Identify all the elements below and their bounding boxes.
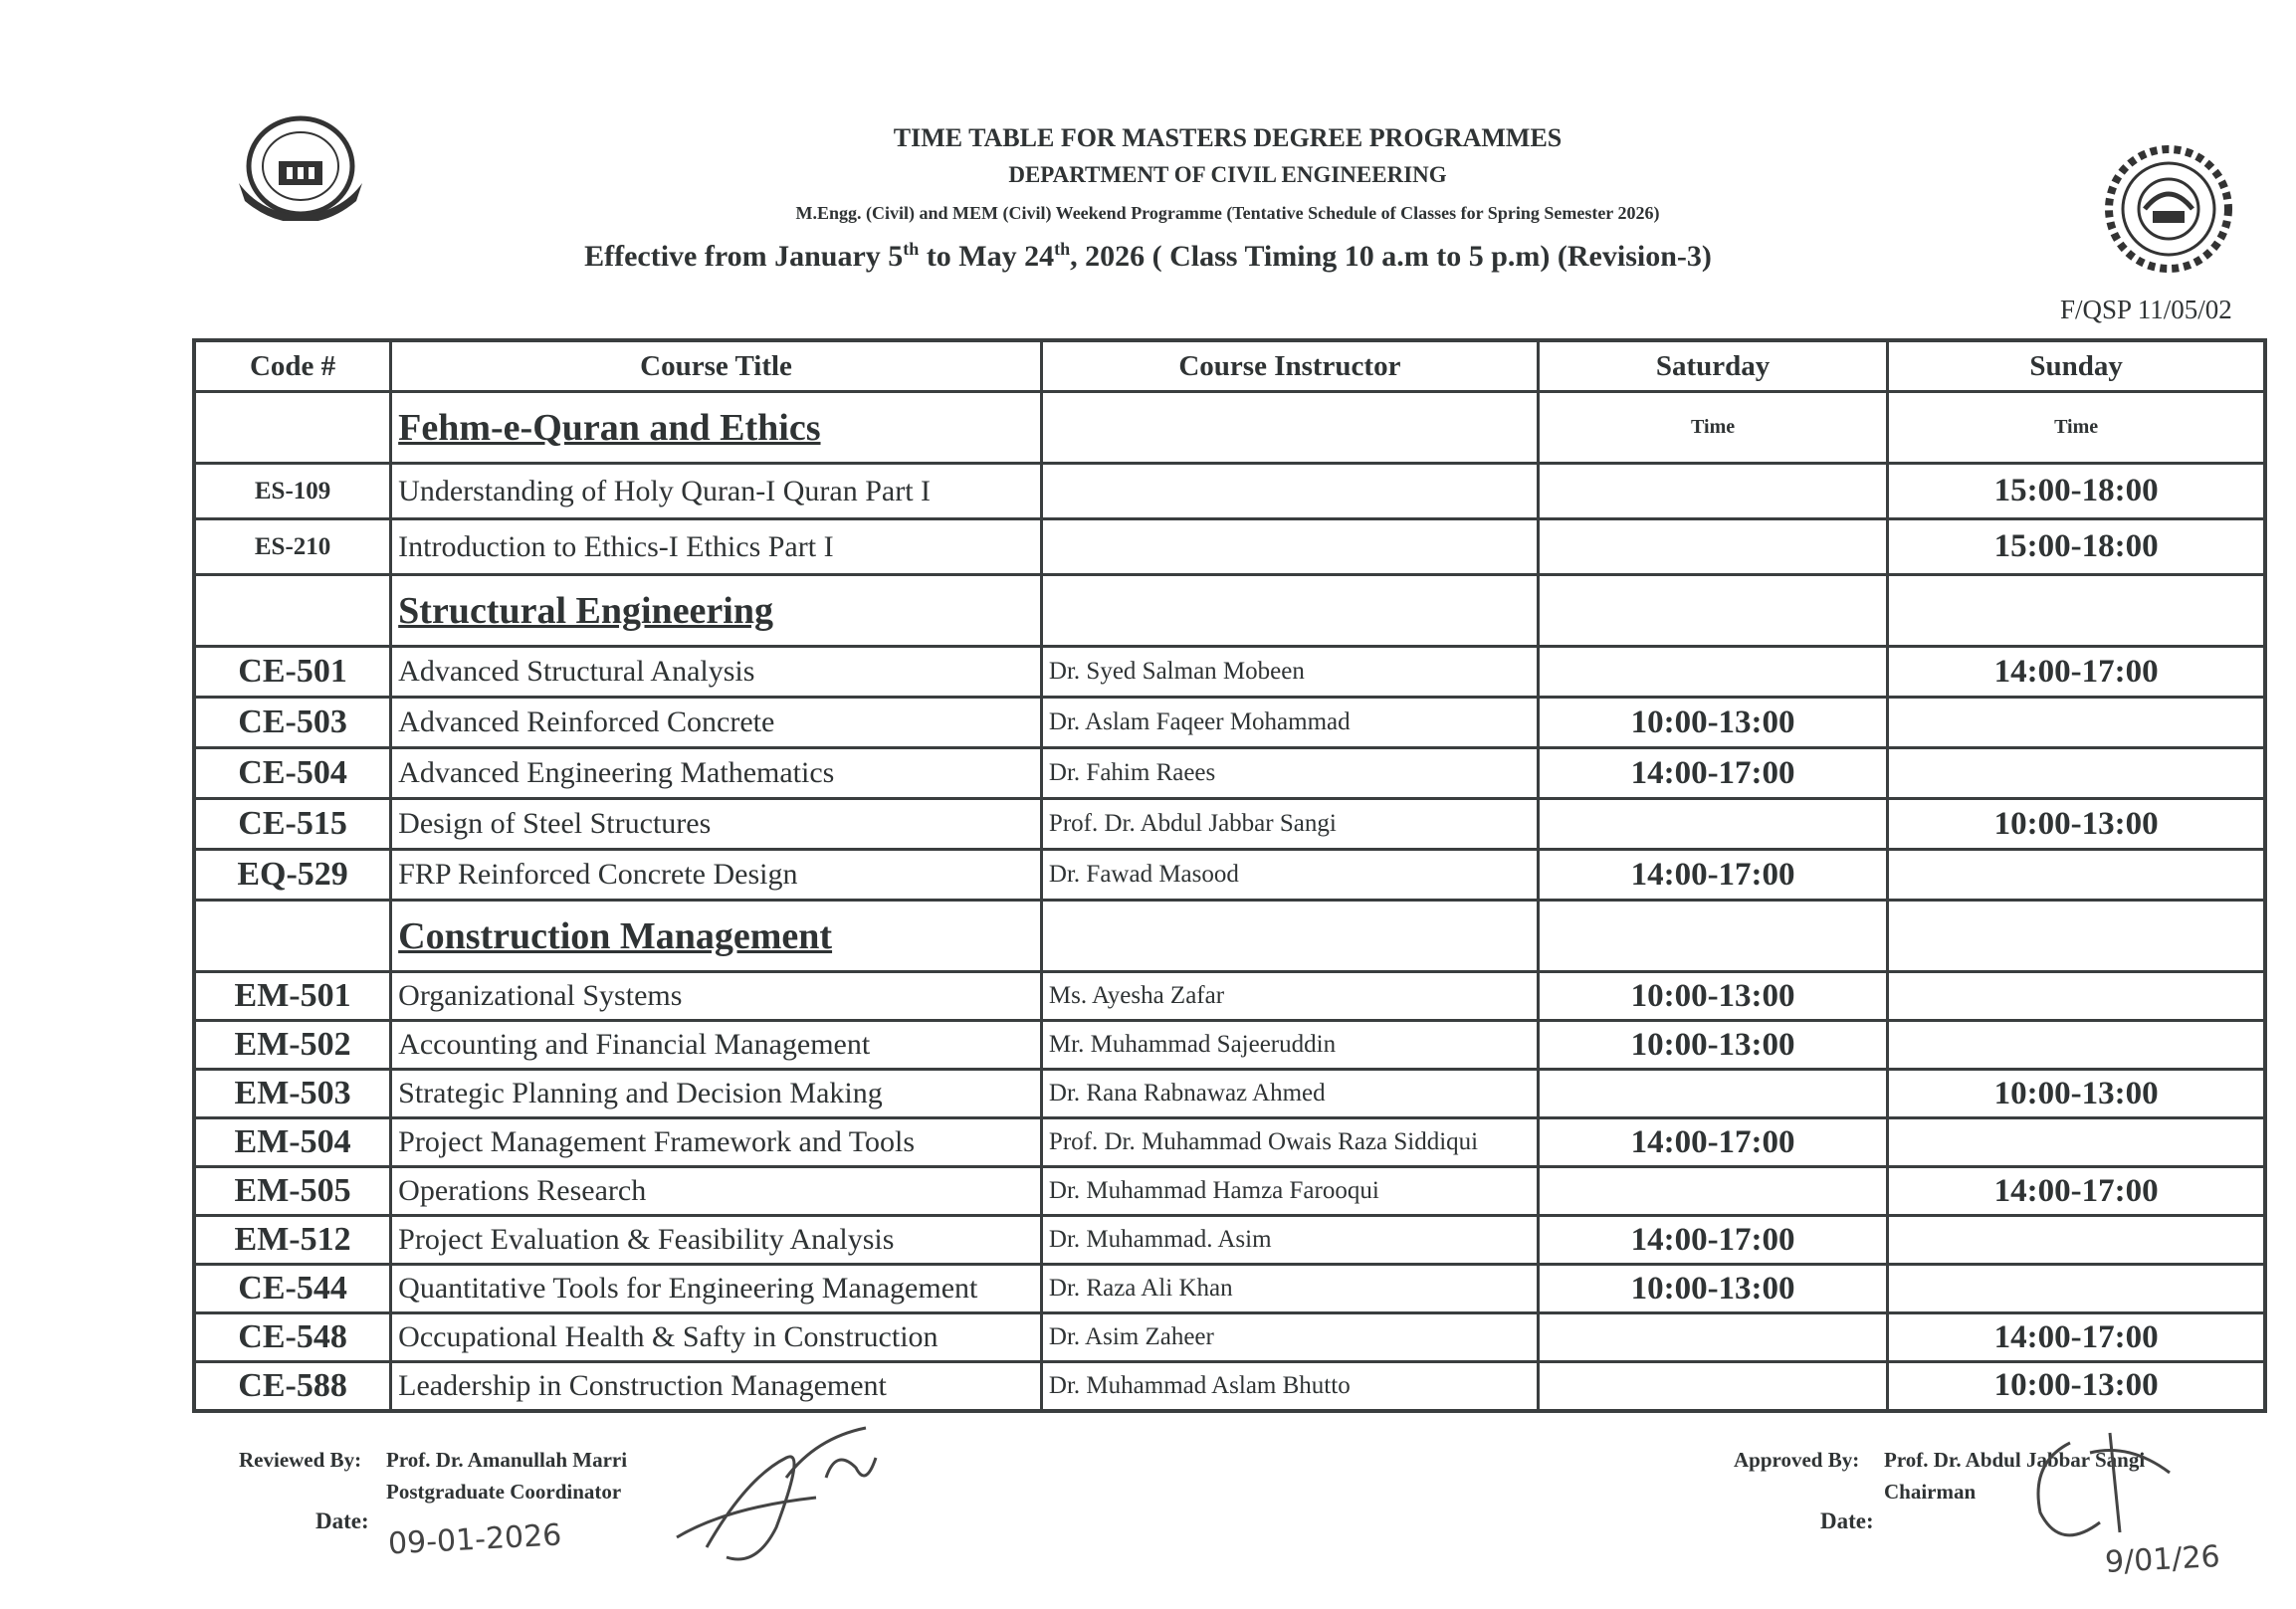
saturday-time: 10:00-13:00: [1538, 698, 1887, 748]
sunday-time: 15:00-18:00: [1888, 464, 2265, 519]
table-row: [194, 1167, 2265, 1216]
saturday-time: [1538, 799, 1887, 850]
course-code: EM-502: [194, 1021, 391, 1070]
course-code: CE-544: [194, 1265, 391, 1313]
sunday-time: [1888, 748, 2265, 799]
sunday-time: 14:00-17:00: [1888, 647, 2265, 698]
course-title: Project Evaluation & Feasibility Analysis: [391, 1216, 1042, 1265]
course-instructor: Ms. Ayesha Zafar: [1041, 972, 1538, 1021]
sunday-time: 10:00-13:00: [1888, 1362, 2265, 1411]
saturday-time: 14:00-17:00: [1538, 1118, 1887, 1167]
course-instructor: Dr. Syed Salman Mobeen: [1041, 647, 1538, 698]
course-code: CE-588: [194, 1362, 391, 1411]
course-code: ES-210: [194, 519, 391, 575]
time-label: Time: [1888, 392, 2265, 464]
table-row: [194, 850, 2265, 901]
course-instructor: Dr. Muhammad Hamza Farooqui: [1041, 1167, 1538, 1216]
approver-signature: [2010, 1413, 2209, 1552]
table-row: [194, 972, 2265, 1021]
saturday-time: [1538, 647, 1887, 698]
course-code: EM-512: [194, 1216, 391, 1265]
table-row: [194, 698, 2265, 748]
course-instructor: Prof. Dr. Abdul Jabbar Sangi: [1041, 799, 1538, 850]
department-name: DEPARTMENT OF CIVIL ENGINEERING: [1008, 162, 1447, 187]
table-row: [194, 1265, 2265, 1313]
form-code: F/QSP 11/05/02: [2060, 295, 2232, 324]
course-code: EM-505: [194, 1167, 391, 1216]
course-title: Project Management Framework and Tools: [391, 1118, 1042, 1167]
course-code: EQ-529: [194, 850, 391, 901]
course-instructor: [1041, 464, 1538, 519]
course-title: Occupational Health & Safty in Construction: [391, 1313, 1042, 1362]
sunday-time: 14:00-17:00: [1888, 1313, 2265, 1362]
saturday-time: [1538, 464, 1887, 519]
saturday-time: [1538, 1362, 1887, 1411]
course-title: Understanding of Holy Quran-I Quran Part I: [391, 464, 1042, 519]
course-code: CE-503: [194, 698, 391, 748]
programme-subtitle: M.Engg. (Civil) and MEM (Civil) Weekend Programme (Tentative Schedule of Classes for Spring Semester 2026): [795, 203, 1660, 223]
course-title: Advanced Engineering Mathematics: [391, 748, 1042, 799]
saturday-time: 14:00-17:00: [1538, 1216, 1887, 1265]
course-code: CE-501: [194, 647, 391, 698]
course-title: Quantitative Tools for Engineering Management: [391, 1265, 1042, 1313]
course-title: Operations Research: [391, 1167, 1042, 1216]
course-instructor: Mr. Muhammad Sajeeruddin: [1041, 1021, 1538, 1070]
saturday-time: [1538, 519, 1887, 575]
sunday-time: 10:00-13:00: [1888, 799, 2265, 850]
course-title: Accounting and Financial Management: [391, 1021, 1042, 1070]
table-row: [194, 1070, 2265, 1118]
course-title: Strategic Planning and Decision Making: [391, 1070, 1042, 1118]
col-header-saturday: Saturday: [1538, 340, 1887, 392]
course-instructor: Dr. Rana Rabnawaz Ahmed: [1041, 1070, 1538, 1118]
sunday-time: [1888, 1265, 2265, 1313]
time-label: Time: [1538, 392, 1887, 464]
reviewed-by-label: Reviewed By:: [239, 1448, 362, 1472]
course-instructor: Dr. Muhammad Aslam Bhutto: [1041, 1362, 1538, 1411]
table-row: [194, 1021, 2265, 1070]
course-instructor: Dr. Fawad Masood: [1041, 850, 1538, 901]
approved-date: 9/01/26: [2104, 1538, 2221, 1581]
section-title: Construction Management: [398, 914, 833, 957]
course-code: EM-501: [194, 972, 391, 1021]
approver-name: Prof. Dr. Abdul Jabbar Sangi: [1884, 1448, 2146, 1472]
effective-dates: Effective from January 5th to May 24th, 2026 ( Class Timing 10 a.m to 5 p.m) (Revision-3): [584, 239, 1712, 273]
timetable: [192, 338, 2267, 1413]
course-instructor: Dr. Fahim Raees: [1041, 748, 1538, 799]
sunday-time: [1888, 850, 2265, 901]
section-row: [194, 392, 2265, 464]
sunday-time: 10:00-13:00: [1888, 1070, 2265, 1118]
reviewer-role: Postgraduate Coordinator: [386, 1480, 622, 1504]
approved-date-label: Date:: [1820, 1508, 1874, 1533]
course-instructor: Dr. Raza Ali Khan: [1041, 1265, 1538, 1313]
course-title: Advanced Reinforced Concrete: [391, 698, 1042, 748]
course-title: Introduction to Ethics-I Ethics Part I: [391, 519, 1042, 575]
saturday-time: [1538, 1313, 1887, 1362]
approved-by-label: Approved By:: [1734, 1448, 1860, 1472]
sunday-time: [1888, 1216, 2265, 1265]
saturday-time: [1538, 1070, 1887, 1118]
sunday-time: [1888, 1021, 2265, 1070]
course-instructor: Dr. Asim Zaheer: [1041, 1313, 1538, 1362]
table-row: [194, 464, 2265, 519]
saturday-time: 10:00-13:00: [1538, 1021, 1887, 1070]
course-code: CE-515: [194, 799, 391, 850]
section-row: [194, 575, 2265, 647]
saturday-time: 10:00-13:00: [1538, 972, 1887, 1021]
table-row: [194, 1118, 2265, 1167]
course-instructor: Dr. Muhammad. Asim: [1041, 1216, 1538, 1265]
approver-role: Chairman: [1884, 1480, 1977, 1504]
course-title: Leadership in Construction Management: [391, 1362, 1042, 1411]
timetable-title: TIME TABLE FOR MASTERS DEGREE PROGRAMMES: [893, 123, 1563, 152]
table-row: [194, 748, 2265, 799]
table-row: [194, 799, 2265, 850]
col-header-code: Code #: [194, 340, 391, 392]
table-row: [194, 519, 2265, 575]
course-instructor: Dr. Aslam Faqeer Mohammad: [1041, 698, 1538, 748]
course-instructor: Prof. Dr. Muhammad Owais Raza Siddiqui: [1041, 1118, 1538, 1167]
table-row: [194, 1216, 2265, 1265]
table-row: [194, 1362, 2265, 1411]
col-header-title: Course Title: [391, 340, 1042, 392]
sunday-time: [1888, 698, 2265, 748]
section-row: [194, 901, 2265, 972]
sunday-time: [1888, 972, 2265, 1021]
col-header-sunday: Sunday: [1888, 340, 2265, 392]
course-title: Advanced Structural Analysis: [391, 647, 1042, 698]
reviewed-date: 09-01-2026: [387, 1517, 563, 1562]
saturday-time: [1538, 1167, 1887, 1216]
section-title: Structural Engineering: [398, 589, 773, 632]
sunday-time: 15:00-18:00: [1888, 519, 2265, 575]
table-row: [194, 1313, 2265, 1362]
course-title: Design of Steel Structures: [391, 799, 1042, 850]
course-code: CE-548: [194, 1313, 391, 1362]
course-code: CE-504: [194, 748, 391, 799]
course-code: ES-109: [194, 464, 391, 519]
reviewed-date-label: Date:: [315, 1508, 369, 1533]
course-title: Organizational Systems: [391, 972, 1042, 1021]
saturday-time: 14:00-17:00: [1538, 748, 1887, 799]
saturday-time: 14:00-17:00: [1538, 850, 1887, 901]
header-row: [194, 340, 2265, 392]
table-row: [194, 647, 2265, 698]
col-header-instructor: Course Instructor: [1041, 340, 1538, 392]
course-instructor: [1041, 519, 1538, 575]
reviewer-name: Prof. Dr. Amanullah Marri: [386, 1448, 628, 1472]
sunday-time: [1888, 1118, 2265, 1167]
course-code: EM-504: [194, 1118, 391, 1167]
course-code: EM-503: [194, 1070, 391, 1118]
saturday-time: 10:00-13:00: [1538, 1265, 1887, 1313]
sunday-time: 14:00-17:00: [1888, 1167, 2265, 1216]
reviewer-signature: [667, 1418, 945, 1567]
course-title: FRP Reinforced Concrete Design: [391, 850, 1042, 901]
section-title: Fehm-e-Quran and Ethics: [398, 406, 821, 449]
